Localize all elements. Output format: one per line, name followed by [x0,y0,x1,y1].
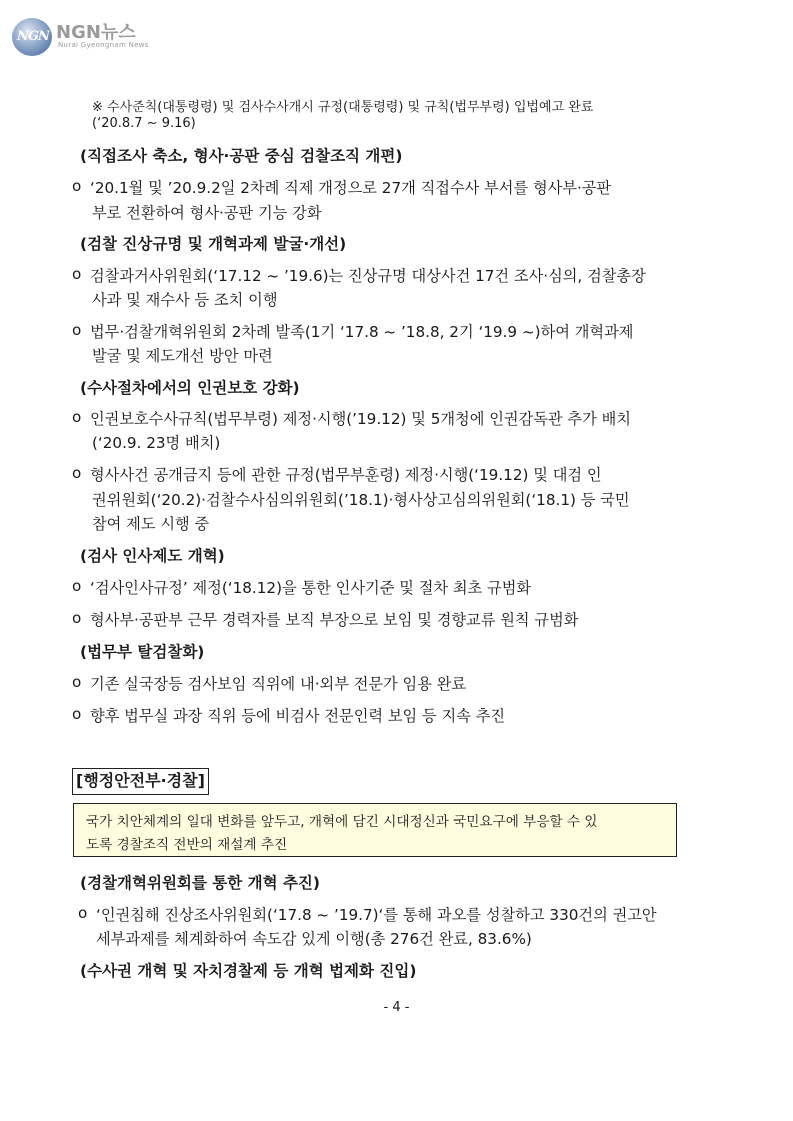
ngn-news-logo [10,14,170,58]
bullet-marker: o [72,464,82,482]
heading-direct-investigation: (직접조사 축소, 형사·공판 중심 검찰조직 개편) [80,147,403,165]
bullet-3-line-1: 법무·검찰개혁위원회 2차례 발족(1기 ‘17.8 ~ ’18.8, 2기 ‘19.9 ~)하여 개혁과제 [90,323,634,341]
bullet-1-line-1: ‘20.1월 및 ’20.9.2일 2차례 직제 개정으로 27개 직접수사 부서를 형사부·공판 [90,179,612,197]
heading-truth-finding: (검찰 진상규명 및 개혁과제 발굴·개선) [80,235,347,253]
bullet-marker: o [72,177,82,195]
bullet-5-line-3: 참여 제도 시행 중 [92,515,210,533]
bullet-marker: o [72,609,82,627]
summary-box [73,803,677,857]
note-line-1: ※ 수사준칙(대통령령) 및 검사수사개시 규정(대통령령) 및 규칙(법무부령) 입법예고 완료 [92,100,594,115]
note-line-2: (‘20.8.7 ~ 9.16) [92,116,196,131]
heading-de-prosecution: (법무부 탈검찰화) [80,643,205,661]
bullet-4-line-1: 인권보호수사규칙(법무부령) 제정·시행(’19.12) 및 5개청에 인권감독관 추가 배치 [90,410,631,428]
bullet-10-line-1: ‘인권침해 진상조사위원회(‘17.8 ~ ’19.7)‘를 통해 과오를 성찰하고 330건의 권고안 [96,906,657,924]
bullet-marker: o [72,705,82,723]
bullet-5-line-2: 권위원회(‘20.2)·검찰수사심의위원회(’18.1)·형사상고심의위원회(‘18.1) 등 국민 [92,491,630,509]
page-number: - 4 - [383,1000,410,1015]
bullet-6-line-1: ‘검사인사규정’ 제정(‘18.12)을 통한 인사기준 및 절차 최초 규범화 [90,579,532,597]
summary-box-line-2: 도록 경찰조직 전반의 재설계 추진 [86,837,288,853]
bullet-8-line-1: 기존 실국장등 검사보임 직위에 내·외부 전문가 임용 완료 [90,675,467,693]
heading-legislation: (수사권 개혁 및 자치경찰제 등 개혁 법제화 진입) [80,962,417,980]
bullet-marker: o [72,577,82,595]
bullet-marker: o [72,321,82,339]
bullet-3-line-2: 발굴 및 제도개선 방안 마련 [92,347,273,365]
bullet-5-line-1: 형사사건 공개금지 등에 관한 규정(법무부훈령) 제정·시행(‘19.12) 및 대검 인 [90,466,602,484]
logo-title: NGN뉴스 [56,22,136,43]
bullet-marker: o [72,408,82,426]
bullet-7-line-1: 형사부·공판부 근무 경력자를 보직 부장으로 보임 및 경향교류 원칙 규범화 [90,611,579,629]
bullet-9-line-1: 향후 법무실 과장 직위 등에 비검사 전문인력 보임 등 지속 추진 [90,707,506,725]
section-title-police: [행정안전부·경찰] [72,768,209,795]
bullet-2-line-2: 사과 및 재수사 등 조치 이행 [92,291,278,309]
logo-emblem [12,18,52,56]
heading-human-rights: (수사절차에서의 인권보호 강화) [80,379,300,397]
bullet-marker: o [72,673,82,691]
logo-mark: NGN [17,29,49,44]
bullet-1-line-2: 부로 전환하여 형사·공판 기능 강화 [92,204,322,222]
bullet-10-line-2: 세부과제를 체계화하여 속도감 있게 이행(총 276건 완료, 83.6%) [96,930,532,948]
bullet-2-line-1: 검찰과거사위원회(‘17.12 ~ ’19.6)는 진상규명 대상사건 17건 조사·심의, 검찰총장 [90,267,646,285]
bullet-4-line-2: (‘20.9. 23명 배치) [92,434,221,452]
bullet-marker: o [72,265,82,283]
logo-subtitle: Nurai Gyeongnam News [58,41,149,49]
summary-box-line-1: 국가 치안체계의 일대 변화를 앞두고, 개혁에 담긴 시대정신과 국민요구에 부응할 수 있 [86,814,598,830]
bullet-marker: o [78,904,88,922]
heading-police-reform-committee: (경찰개혁위원회를 통한 개혁 추진) [80,874,320,892]
heading-prosecutor-personnel: (검사 인사제도 개혁) [80,547,225,565]
